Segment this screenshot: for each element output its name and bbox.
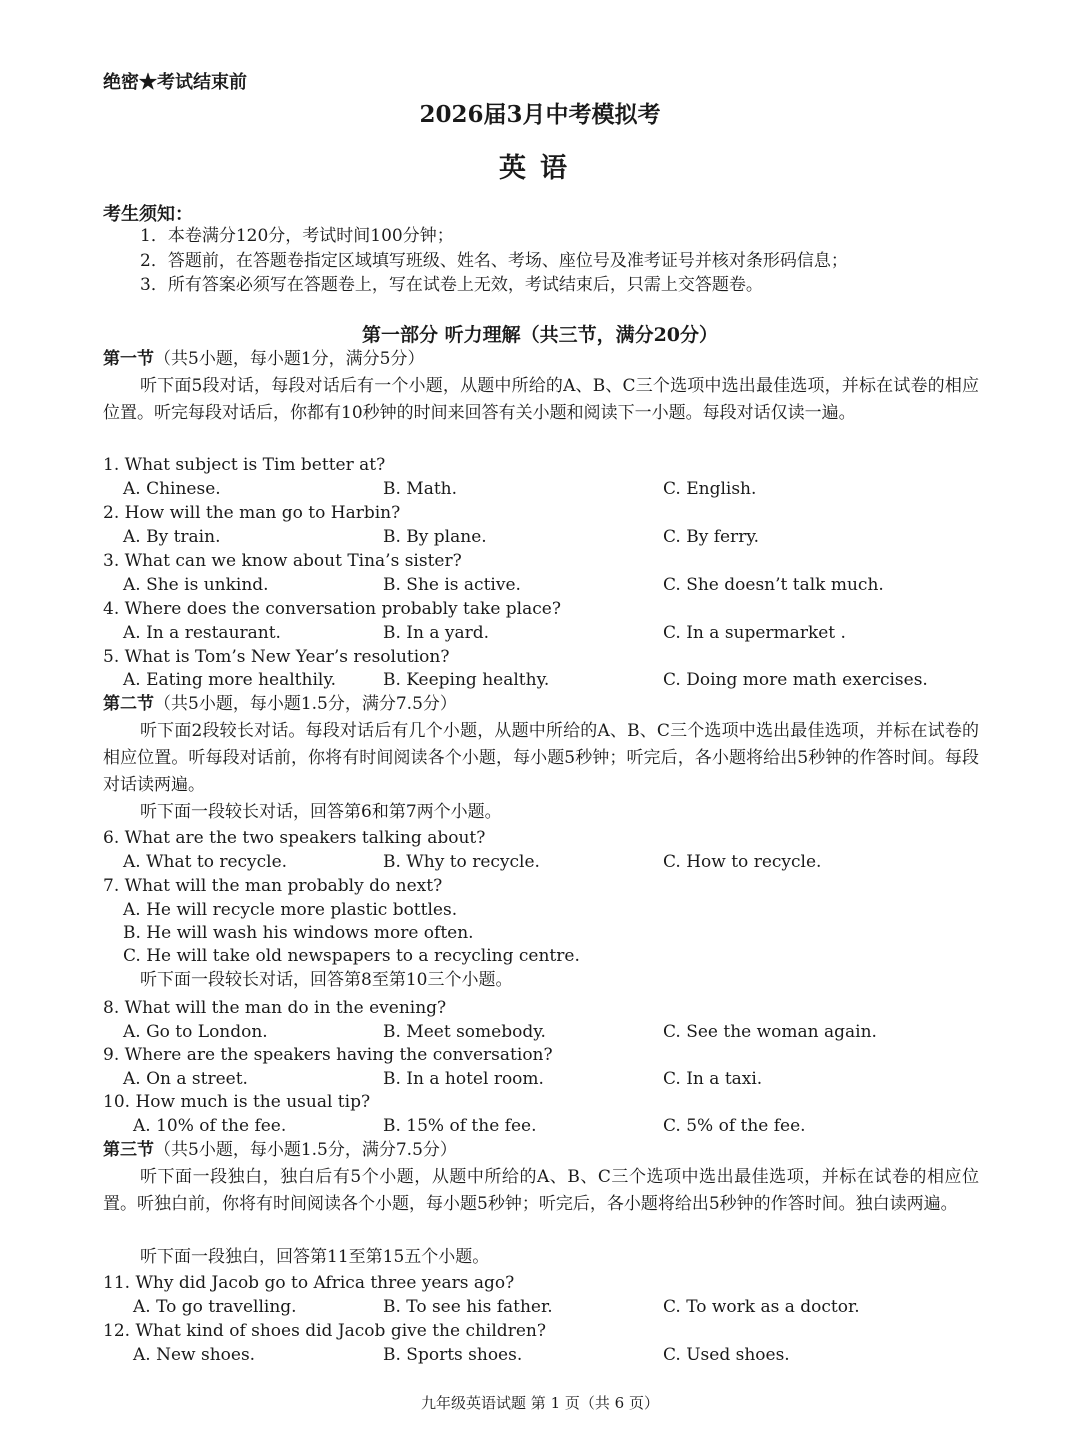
notes-heading: 考生须知：	[103, 204, 193, 225]
option-a: A. Chinese.	[123, 479, 221, 499]
option-b: B. 15% of the fee.	[383, 1116, 537, 1136]
question-7: 7. What will the man probably do next?	[103, 876, 443, 896]
option-b: B. Meet somebody.	[383, 1022, 546, 1042]
note-item: 2．答题前，在答题卷指定区域填写班级、姓名、考场、座位号及准考证号并核对条形码信息；	[140, 250, 848, 271]
options-4	[123, 621, 1023, 645]
question-2: 2. How will the man go to Harbin?	[103, 503, 401, 523]
option-a: A. In a restaurant.	[123, 623, 281, 643]
section1-instructions: 听下面5段对话，每段对话后有一个小题，从题中所给的A、B、C三个选项中选出最佳选项，并标在试卷的相应位置。听完每段对话后，你都有10秒钟的时间来回答有关小题和阅读下一小题。每段对话仅读一遍。	[103, 376, 979, 423]
section2-heading	[103, 692, 457, 716]
question-9: 9. Where are the speakers having the conversation?	[103, 1045, 553, 1065]
option-a: A. What to recycle.	[123, 852, 288, 872]
option-a: A. Go to London.	[123, 1022, 268, 1042]
section-label: 第一节	[103, 349, 154, 369]
options-12	[123, 1343, 1023, 1367]
option-b: B. By plane.	[383, 527, 487, 547]
confidential-label: 绝密★考试结束前	[103, 72, 247, 93]
option-b: B. In a hotel room.	[383, 1069, 544, 1089]
option-a: A. He will recycle more plastic bottles.	[123, 900, 458, 920]
note-item: 3．所有答案必须写在答题卷上，写在试卷上无效，考试结束后，只需上交答题卷。	[140, 275, 763, 295]
question-11: 11. Why did Jacob go to Africa three years ago?	[103, 1273, 515, 1293]
option-c: C. 5% of the fee.	[663, 1116, 806, 1136]
options-11	[123, 1295, 1023, 1319]
question-4: 4. Where does the conversation probably take place?	[103, 599, 561, 619]
options-10	[123, 1114, 1023, 1138]
option-a: A. Eating more healthily.	[123, 670, 337, 690]
options-2	[123, 525, 1023, 549]
notes-list	[140, 224, 848, 298]
option-b: B. In a yard.	[383, 623, 490, 643]
option-c: C. English.	[663, 479, 757, 499]
page-footer: 九年级英语试题 第 1 页（共 6 页）	[421, 1394, 659, 1412]
section1-heading	[103, 347, 424, 371]
option-b: B. Keeping healthy.	[383, 670, 550, 690]
section-label: 第二节	[103, 694, 154, 714]
section-info: （共5小题，每小题1.5分，满分7.5分）	[154, 694, 457, 714]
option-a: A. By train.	[123, 527, 221, 547]
question-5: 5. What is Tom’s New Year’s resolution?	[103, 647, 450, 667]
option-b: B. To see his father.	[383, 1297, 553, 1317]
options-6	[123, 850, 1023, 874]
option-c: C. Used shoes.	[663, 1345, 790, 1365]
subject-title: 英语	[499, 153, 581, 184]
option-b: B. Why to recycle.	[383, 852, 540, 872]
option-a: A. To go travelling.	[133, 1297, 297, 1317]
option-c: C. By ferry.	[663, 527, 760, 547]
section2-sub1: 听下面一段较长对话，回答第6和第7两个小题。	[140, 802, 502, 822]
options-8	[123, 1020, 1023, 1044]
question-6: 6. What are the two speakers talking about?	[103, 828, 486, 848]
section3-sub1: 听下面一段独白，回答第11至第15五个小题。	[140, 1247, 490, 1267]
question-12: 12. What kind of shoes did Jacob give the children?	[103, 1321, 546, 1341]
question-3: 3. What can we know about Tina’s sister?	[103, 551, 462, 571]
section2-sub2: 听下面一段较长对话，回答第8至第10三个小题。	[140, 970, 513, 990]
option-b: B. He will wash his windows more often.	[123, 923, 474, 943]
option-c: C. See the woman again.	[663, 1022, 877, 1042]
section3-heading	[103, 1138, 457, 1162]
option-a: A. She is unkind.	[123, 575, 269, 595]
options-9	[123, 1067, 1023, 1091]
option-a: A. 10% of the fee.	[133, 1116, 287, 1136]
option-c: C. He will take old newspapers to a recycling centre.	[123, 946, 580, 966]
option-c: C. Doing more math exercises.	[663, 670, 928, 690]
option-b: B. Math.	[383, 479, 458, 499]
question-1: 1. What subject is Tim better at?	[103, 455, 386, 475]
option-c: C. How to recycle.	[663, 852, 822, 872]
options-3	[123, 573, 1023, 597]
question-10: 10. How much is the usual tip?	[103, 1092, 371, 1112]
section2-instructions: 听下面2段较长对话。每段对话后有几个小题，从题中所给的A、B、C三个选项中选出最佳选项，并标在试卷的相应位置。听每段对话前，你将有时间阅读各个小题，每小题5秒钟；听完后，各小题将给出5秒钟的作答时间。每段对话读两遍。	[103, 721, 979, 795]
section-label: 第三节	[103, 1140, 154, 1160]
option-c: C. In a supermarket .	[663, 623, 846, 643]
note-item: 1．本卷满分120分，考试时间100分钟；	[140, 226, 454, 246]
option-a: A. New shoes.	[133, 1345, 256, 1365]
options-5	[123, 668, 1023, 692]
option-b: B. She is active.	[383, 575, 521, 595]
option-c: C. In a taxi.	[663, 1069, 763, 1089]
part1-title: 第一部分 听力理解（共三节，满分20分）	[361, 324, 719, 346]
option-c: C. She doesn’t talk much.	[663, 575, 884, 595]
section3-instructions: 听下面一段独白，独白后有5个小题，从题中所给的A、B、C三个选项中选出最佳选项，并标在试卷的相应位置。听独白前，你将有时间阅读各个小题，每小题5秒钟；听完后，各小题将给出5秒钟的作答时间。独白读两遍。	[103, 1167, 979, 1214]
option-a: A. On a street.	[123, 1069, 248, 1089]
section-info: （共5小题，每小题1.5分，满分7.5分）	[154, 1140, 457, 1160]
option-c: C. To work as a doctor.	[663, 1297, 860, 1317]
question-8: 8. What will the man do in the evening?	[103, 998, 447, 1018]
options-1	[123, 477, 1023, 501]
section-info: （共5小题，每小题1分，满分5分）	[154, 349, 425, 369]
option-b: B. Sports shoes.	[383, 1345, 523, 1365]
exam-title: 2026届3月中考模拟考	[419, 101, 661, 128]
